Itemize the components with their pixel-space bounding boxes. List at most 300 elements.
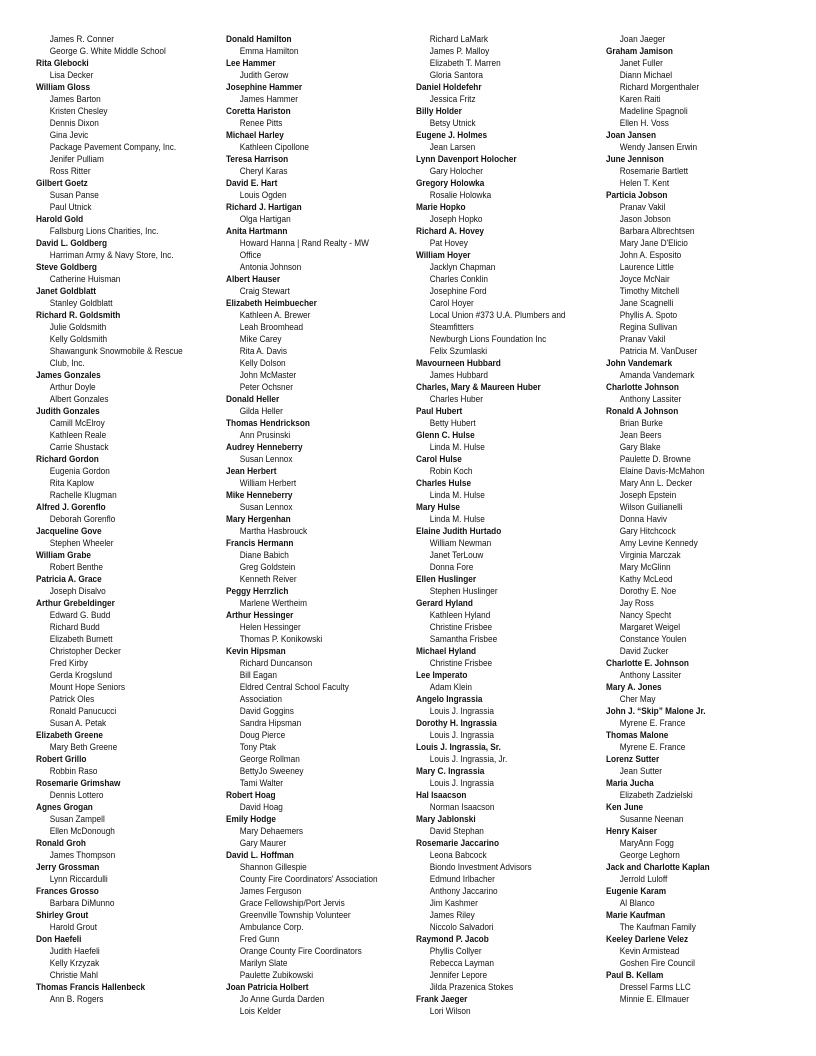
honoree-name: John Vandemark [606, 358, 673, 369]
donor-name: Betty Hubert [429, 418, 476, 429]
donor-name: Jim Kashmer [429, 898, 478, 909]
honoree-name: Raymond P. Jacob [416, 934, 489, 945]
donor-name: Joseph Epstein [619, 490, 677, 501]
donor-name: Paul Utnick [49, 202, 92, 213]
honoree-name: Ken June [606, 802, 644, 813]
donor-name: Wilson Guilianelli [619, 502, 683, 513]
donor-name: Howard Hanna | Rand Realty - MW [239, 238, 369, 249]
donor-name: Susan Lennox [239, 502, 293, 513]
honoree-name: Arthur Grebeldinger [36, 598, 115, 609]
donor-name: Jean Sutter [619, 766, 662, 777]
donor-name: Leah Broomhead [239, 322, 304, 333]
donor-name: Linda M. Hulse [429, 490, 485, 501]
donor-name: Marilyn Slate [239, 958, 288, 969]
donor-name: Ross Ritter [49, 166, 91, 177]
honoree-name: Richard J. Hartigan [226, 202, 302, 213]
donor-name: Richard Morgenthaler [619, 82, 700, 93]
donor-name: Mary Dehaemers [239, 826, 304, 837]
donor-name: Edmund Irlbacher [429, 874, 495, 885]
honoree-name: Steve Goldberg [36, 262, 97, 273]
honoree-name: Charles, Mary & Maureen Huber [416, 382, 541, 393]
donor-name: Pranav Vakil [619, 202, 666, 213]
donor-name: Richard Budd [49, 622, 100, 633]
honoree-name: William Grabe [36, 550, 91, 561]
honoree-name: Agnes Grogan [36, 802, 93, 813]
honoree-name: Lynn Davenport Holocher [416, 154, 517, 165]
donor-name: Lori Wilson [429, 1006, 471, 1017]
donor-name: Emma Hamilton [239, 46, 299, 57]
donor-name: Bill Eagan [239, 670, 277, 681]
donor-name: Mary Beth Greene [49, 742, 118, 753]
donor-name: Martha Hasbrouck [239, 526, 308, 537]
donor-name: James Barton [49, 94, 101, 105]
donor-name: James Ferguson [239, 886, 302, 897]
donor-name: Louis J. Ingrassia, Jr. [429, 754, 508, 765]
honoree-name: Rita Glebocki [36, 58, 89, 69]
donor-name: Eldred Central School Faculty [239, 682, 349, 693]
honoree-name: Patricia A. Grace [36, 574, 102, 585]
donor-name: Ellen H. Voss [619, 118, 669, 129]
donor-name: Ellen McDonough [49, 826, 115, 837]
honoree-name: Robert Grillo [36, 754, 87, 765]
donor-name: Craig Stewart [239, 286, 290, 297]
honoree-name: Jerry Grossman [36, 862, 100, 873]
honoree-name: Jack and Charlotte Kaplan [606, 862, 710, 873]
honoree-name: Billy Holder [416, 106, 462, 117]
donor-name: Marlene Wertheim [239, 598, 308, 609]
donor-name: Jerrold Luloff [619, 874, 668, 885]
honoree-name: Richard A. Hovey [416, 226, 485, 237]
donor-name: Jessica Fritz [429, 94, 476, 105]
donor-name: Jean Larsen [429, 142, 476, 153]
donor-name: Harriman Army & Navy Store, Inc. [49, 250, 174, 261]
donor-name: Arthur Doyle [49, 382, 96, 393]
donor-name: Gary Hitchcock [619, 526, 676, 537]
donor-name: Tony Ptak [239, 742, 277, 753]
donor-name: Susanne Neenan [619, 814, 684, 825]
donor-name: Kristen Chesley [49, 106, 108, 117]
donor-name: Amy Levine Kennedy [619, 538, 698, 549]
honoree-name: Anita Hartmann [226, 226, 288, 237]
honoree-name: Particia Jobson [606, 190, 668, 201]
donor-name: David Hoag [239, 802, 283, 813]
donor-name: Kelly Krzyzak [49, 958, 100, 969]
donor-name-continued: Office [239, 250, 262, 261]
donor-name: Gloria Santora [429, 70, 483, 81]
donor-name: Cher May [619, 694, 656, 705]
honoree-name: Maria Jucha [606, 778, 654, 789]
honoree-name: Angelo Ingrassia [416, 694, 483, 705]
donor-name: Leona Babcock [429, 850, 487, 861]
donor-name: Anthony Lassiter [619, 394, 682, 405]
donor-name: Rita Kaplow [49, 478, 94, 489]
honoree-name: William Gloss [36, 82, 91, 93]
honoree-name: Charlotte Johnson [606, 382, 679, 393]
donor-name: Orange County Fire Coordinators [239, 946, 362, 957]
donor-name: Jane Scagnelli [619, 298, 674, 309]
donor-name: George Leghorn [619, 850, 680, 861]
donor-name: Stephen Wheeler [49, 538, 114, 549]
honoree-name: Henry Kaiser [606, 826, 657, 837]
donor-name: Josephine Ford [429, 286, 487, 297]
honoree-name: Donald Heller [226, 394, 280, 405]
honoree-name: Janet Goldblatt [36, 286, 97, 297]
donor-name: Susan Lennox [239, 454, 293, 465]
donor-name: Doug Pierce [239, 730, 286, 741]
honoree-name: Alfred J. Gorenflo [36, 502, 106, 513]
donor-name: Greg Goldstein [239, 562, 296, 573]
donor-name: Paulette D. Browne [619, 454, 691, 465]
donor-name: Kelly Dolson [239, 358, 286, 369]
donor-name: Samantha Frisbee [429, 634, 498, 645]
honoree-name: James Gonzales [36, 370, 101, 381]
donor-name: Kathleen Reale [49, 430, 107, 441]
honoree-name: Joan Patricia Holbert [226, 982, 309, 993]
donor-name: Mike Carey [239, 334, 282, 345]
donor-name: Pranav Vakil [619, 334, 666, 345]
donor-name: County Fire Coordinators' Association [239, 874, 378, 885]
honoree-name: Gregory Holowka [416, 178, 485, 189]
honoree-name: Arthur Hessinger [226, 610, 294, 621]
donor-name: David Goggins [239, 706, 294, 717]
donor-name: Diane Babich [239, 550, 289, 561]
donor-name-continued: Ambulance Corp. [239, 922, 304, 933]
donor-name: Kathleen A. Brewer [239, 310, 311, 321]
donor-name: Stephen Huslinger [429, 586, 498, 597]
donor-name: Susan A. Petak [49, 718, 107, 729]
donor-name: Amanda Vandemark [619, 370, 695, 381]
donor-name: Thomas P. Konikowski [239, 634, 323, 645]
donor-name: Dressel Farms LLC [619, 982, 691, 993]
honoree-name: Paul Hubert [416, 406, 463, 417]
honoree-name: David L. Goldberg [36, 238, 108, 249]
donor-name: Phyllis A. Spoto [619, 310, 678, 321]
donor-name: Patricia M. VanDuser [619, 346, 698, 357]
donor-name: Betsy Utnick [429, 118, 476, 129]
donor-name: Jacklyn Chapman [429, 262, 496, 273]
honoree-name: Joan Jansen [606, 130, 656, 141]
honoree-name: Mary Hulse [416, 502, 461, 513]
donor-name: Anthony Lassiter [619, 670, 682, 681]
donor-name: Olga Hartigan [239, 214, 291, 225]
honoree-name: Frances Grosso [36, 886, 99, 897]
honoree-name: David E. Hart [226, 178, 278, 189]
honoree-name: Donald Hamilton [226, 34, 292, 45]
donor-name: Gary Maurer [239, 838, 287, 849]
honoree-name: Mary A. Jones [606, 682, 662, 693]
honoree-name: Hal Isaacson [416, 790, 467, 801]
honoree-name: Albert Hauser [226, 274, 281, 285]
donor-name: James Hammer [239, 94, 298, 105]
donor-name: Karen Raiti [619, 94, 661, 105]
donor-name: Richard Duncanson [239, 658, 313, 669]
donor-name: Tami Walter [239, 778, 284, 789]
donor-name: Janet Fuller [619, 58, 663, 69]
honoree-name: Frank Jaeger [416, 994, 468, 1005]
donor-name: William Newman [429, 538, 492, 549]
donor-name: Rita A. Davis [239, 346, 287, 357]
honoree-name: William Hoyer [416, 250, 471, 261]
donor-name: Niccolo Salvadori [429, 922, 494, 933]
donor-name: James Thompson [49, 850, 116, 861]
donor-name: Albert Gonzales [49, 394, 109, 405]
honoree-name: Kevin Hipsman [226, 646, 286, 657]
donor-name: Madeline Spagnoli [619, 106, 688, 117]
honoree-name: Paul B. Kellam [606, 970, 664, 981]
honoree-name: Keeley Darlene Velez [606, 934, 689, 945]
column-4 [606, 34, 792, 1006]
honoree-name: Jean Herbert [226, 466, 277, 477]
donor-name: Helen Hessinger [239, 622, 301, 633]
donor-name: Jason Jobson [619, 214, 671, 225]
donor-name: John A. Esposito [619, 250, 682, 261]
donor-name: Christine Frisbee [429, 658, 493, 669]
honoree-name: Ellen Huslinger [416, 574, 477, 585]
donor-name-continued: Steamfitters [429, 322, 474, 333]
donor-name: Judith Gerow [239, 70, 289, 81]
honoree-name: Mavourneen Hubbard [416, 358, 501, 369]
donor-name: Harold Grout [49, 922, 97, 933]
donor-name: Edward G. Budd [49, 610, 111, 621]
donor-name: Felix Szumlaski [429, 346, 488, 357]
donor-name: Al Blanco [619, 898, 655, 909]
donor-name: Jo Anne Gurda Darden [239, 994, 325, 1005]
donor-name-continued: Association [239, 694, 282, 705]
donor-name: Catherine Huisman [49, 274, 121, 285]
honoree-name: Richard R. Goldsmith [36, 310, 121, 321]
donor-name: Jennifer Lepore [429, 970, 488, 981]
donor-name: Laurence Little [619, 262, 674, 273]
honoree-name: Mary Hergenhan [226, 514, 291, 525]
honoree-name: Ronald A Johnson [606, 406, 679, 417]
donor-name: Elizabeth Zadzielski [619, 790, 693, 801]
donor-name: Joseph Disalvo [49, 586, 106, 597]
honoree-name: Michael Harley [226, 130, 284, 141]
honoree-name: Elizabeth Greene [36, 730, 103, 741]
honoree-name: Michael Hyland [416, 646, 477, 657]
donor-name: Grace Fellowship/Port Jervis [239, 898, 345, 909]
honoree-name: Glenn C. Hulse [416, 430, 475, 441]
donor-name-continued: Club, Inc. [49, 358, 85, 369]
donor-name: Linda M. Hulse [429, 514, 485, 525]
donor-name: Lynn Riccardulli [49, 874, 108, 885]
donor-name: Jay Ross [619, 598, 654, 609]
donor-name: Helen T. Kent [619, 178, 670, 189]
donor-name: Jenifer Pulliam [49, 154, 104, 165]
honoree-name: Daniel Holdefehr [416, 82, 482, 93]
donor-name: Judith Haefeli [49, 946, 100, 957]
donor-name: Dennis Lottero [49, 790, 104, 801]
donor-name: Carrie Shustack [49, 442, 109, 453]
donor-name: Robbin Raso [49, 766, 98, 777]
honoree-name: Lee Imperato [416, 670, 468, 681]
donor-name: Constance Youlen [619, 634, 687, 645]
donor-name: Minnie E. Ellmauer [619, 994, 690, 1005]
donor-name: Peter Ochsner [239, 382, 293, 393]
honoree-name: Coretta Hariston [226, 106, 291, 117]
donor-name: Elizabeth T. Marren [429, 58, 501, 69]
donor-name: Anthony Jaccarino [429, 886, 498, 897]
donor-name: Kathleen Hyland [429, 610, 491, 621]
column-1 [36, 34, 222, 1006]
donor-name: Dorothy E. Noe [619, 586, 677, 597]
honoree-name: Mary C. Ingrassia [416, 766, 485, 777]
donor-name: Patrick Oles [49, 694, 95, 705]
honoree-name: Eugenie Karam [606, 886, 667, 897]
donor-name: Fred Gunn [239, 934, 280, 945]
honoree-name: Judith Gonzales [36, 406, 100, 417]
donor-name: Kathleen Cipollone [239, 142, 310, 153]
donor-name: Goshen Fire Council [619, 958, 695, 969]
donor-name: Mount Hope Seniors [49, 682, 125, 693]
donor-name: Christie Mahl [49, 970, 98, 981]
donor-name: Jilda Prazenica Stokes [429, 982, 514, 993]
honoree-name: Eugene J. Holmes [416, 130, 488, 141]
donor-name: Stanley Goldblatt [49, 298, 113, 309]
donor-name: George Rollman [239, 754, 300, 765]
donor-name: Kenneth Reiver [239, 574, 297, 585]
donor-name: Package Pavement Company, Inc. [49, 142, 177, 153]
donor-name: Mary Jane D'Elicio [619, 238, 688, 249]
donor-name: Gary Holocher [429, 166, 483, 177]
donor-name: Gilda Heller [239, 406, 283, 417]
donor-name: Barbara Albrechtsen [619, 226, 695, 237]
honoree-name: Thomas Francis Hallenbeck [36, 982, 146, 993]
column-2 [226, 34, 412, 1018]
donor-name: Louis J. Ingrassia [429, 730, 494, 741]
donor-name: James R. Conner [49, 34, 114, 45]
honoree-name: Gerard Hyland [416, 598, 473, 609]
donor-name: George G. White Middle School [49, 46, 166, 57]
donor-name: Paulette Zubikowski [239, 970, 314, 981]
honoree-name: Carol Hulse [416, 454, 462, 465]
donor-name: Rebecca Layman [429, 958, 494, 969]
donor-name: Phyllis Collyer [429, 946, 482, 957]
donor-name: Susan Zampell [49, 814, 105, 825]
donor-name: Robin Koch [429, 466, 473, 477]
donor-name: Diann Michael [619, 70, 673, 81]
donor-name: Antonia Johnson [239, 262, 302, 273]
donor-name: Sandra Hipsman [239, 718, 302, 729]
donor-name: Pat Hovey [429, 238, 468, 249]
donor-name: Janet TerLouw [429, 550, 484, 561]
donor-name: Margaret Weigel [619, 622, 681, 633]
donor-name: Christopher Decker [49, 646, 121, 657]
honoree-name: Peggy Herrzlich [226, 586, 289, 597]
donor-name: Kevin Armistead [619, 946, 680, 957]
honoree-name: June Jennison [606, 154, 664, 165]
donor-name: Linda M. Hulse [429, 442, 485, 453]
honoree-name: Thomas Hendrickson [226, 418, 310, 429]
donor-name: Joseph Hopko [429, 214, 483, 225]
donor-name: Fallsburg Lions Charities, Inc. [49, 226, 159, 237]
donor-name: John McMaster [239, 370, 297, 381]
donor-name: Local Union #373 U.A. Plumbers and [429, 310, 566, 321]
donor-name: Shannon Gillespie [239, 862, 307, 873]
donor-name: Ann Prusinski [239, 430, 291, 441]
donor-name: Rosalie Holowka [429, 190, 492, 201]
honoree-name: Gilbert Goetz [36, 178, 88, 189]
donor-name: Renee Pitts [239, 118, 283, 129]
honoree-name: Mike Henneberry [226, 490, 293, 501]
donor-name: Newburgh Lions Foundation Inc [429, 334, 547, 345]
honoree-name: Elaine Judith Hurtado [416, 526, 502, 537]
honoree-name: Elizabeth Heimbuecher [226, 298, 317, 309]
donor-name: Greenville Township Volunteer [239, 910, 351, 921]
donor-name: Dennis Dixon [49, 118, 99, 129]
honoree-name: Shirley Grout [36, 910, 89, 921]
donor-name: Rachelle Klugman [49, 490, 117, 501]
donor-name: Ronald Panucucci [49, 706, 117, 717]
honoree-name: Richard Gordon [36, 454, 99, 465]
donor-name: Wendy Jansen Erwin [619, 142, 698, 153]
donor-name: The Kaufman Family [619, 922, 696, 933]
donor-name: Nancy Specht [619, 610, 672, 621]
donor-name: Jean Beers [619, 430, 662, 441]
donor-name: Deborah Gorenflo [49, 514, 116, 525]
honoree-name: Robert Hoag [226, 790, 276, 801]
honoree-name: David L. Hoffman [226, 850, 294, 861]
donor-name: Lois Kelder [239, 1006, 282, 1017]
donor-name: Shawangunk Snowmobile & Rescue [49, 346, 183, 357]
donor-name: James Riley [429, 910, 475, 921]
honoree-name: Rosemarie Jaccarino [416, 838, 500, 849]
donor-name: Virginia Marczak [619, 550, 681, 561]
donor-name: Susan Panse [49, 190, 99, 201]
donor-name: William Herbert [239, 478, 297, 489]
donor-name: Gina Jevic [49, 130, 89, 141]
donor-name: James P. Malloy [429, 46, 490, 57]
donor-name: Mary Ann L. Decker [619, 478, 693, 489]
donor-name: BettyJo Sweeney [239, 766, 304, 777]
donor-name: Donna Fore [429, 562, 474, 573]
honoree-name: Louis J. Ingrassia, Sr. [416, 742, 501, 753]
honoree-name: Rosemarie Grimshaw [36, 778, 121, 789]
donor-name: Louis Ogden [239, 190, 287, 201]
donor-name: Carol Hoyer [429, 298, 474, 309]
honoree-name: John J. “Skip” Malone Jr. [606, 706, 706, 717]
honoree-name: Charlotte E. Johnson [606, 658, 689, 669]
honoree-name: Audrey Henneberry [226, 442, 303, 453]
donor-name: Kathy McLeod [619, 574, 673, 585]
donor-name: Elizabeth Burnett [49, 634, 113, 645]
honoree-name: Dorothy H. Ingrassia [416, 718, 497, 729]
honoree-name: Graham Jamison [606, 46, 673, 57]
donor-name: Brian Burke [619, 418, 663, 429]
donor-name: Kelly Goldsmith [49, 334, 108, 345]
donor-name: Joyce McNair [619, 274, 670, 285]
donor-name: David Zucker [619, 646, 669, 657]
donor-name: Eugenia Gordon [49, 466, 110, 477]
donor-name: Donna Haviv [619, 514, 668, 525]
donor-name: James Hubbard [429, 370, 489, 381]
donor-name: Charles Huber [429, 394, 483, 405]
honoree-name: Teresa Harrison [226, 154, 289, 165]
donor-name: Myrene E. France [619, 742, 686, 753]
column-3 [416, 34, 602, 1018]
donor-name: Barbara DiMunno [49, 898, 115, 909]
donor-name: Camill McElroy [49, 418, 105, 429]
donor-name: Gary Blake [619, 442, 661, 453]
honoree-name: Lorenz Sutter [606, 754, 660, 765]
honoree-name: Marie Kaufman [606, 910, 666, 921]
honoree-name: Marie Hopko [416, 202, 466, 213]
honoree-name: Josephine Hammer [226, 82, 303, 93]
donor-name: Biondo Investment Advisors [429, 862, 532, 873]
donor-name: Norman Isaacson [429, 802, 495, 813]
donor-name: Rosemarie Bartlett [619, 166, 689, 177]
donor-name: Myrene E. France [619, 718, 686, 729]
